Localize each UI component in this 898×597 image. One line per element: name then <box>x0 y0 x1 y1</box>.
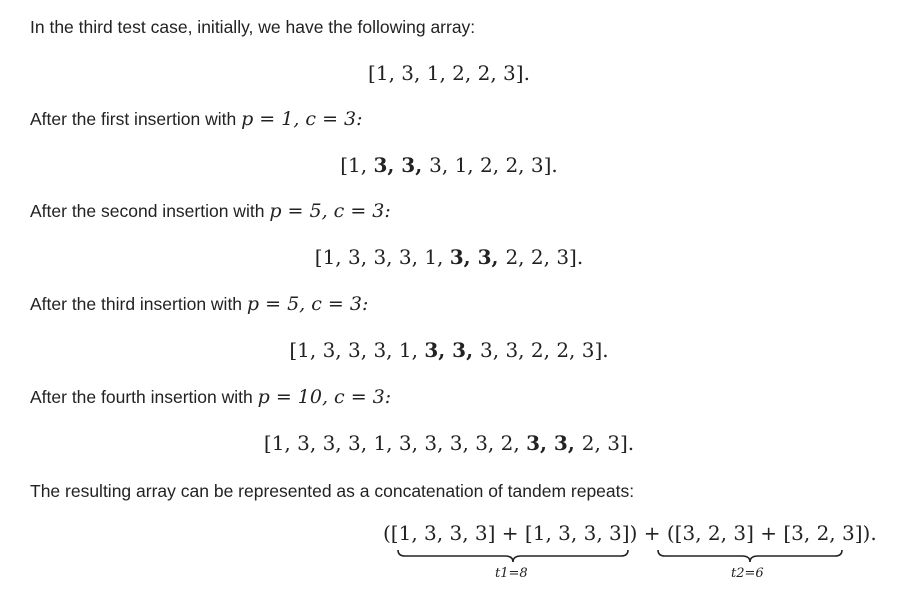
tandem-repeat-concatenation <box>383 520 877 590</box>
step-1-params: p = 1, c = 3: <box>241 108 363 130</box>
step-1-array-pre: [1, <box>340 153 374 177</box>
concat-right-group: ([3, 2, 3] + [3, 2, 3]) <box>666 521 871 545</box>
step-3-array <box>0 337 898 363</box>
step-4-array <box>0 430 898 456</box>
step-1-text <box>30 108 363 130</box>
underbrace-left-icon <box>397 548 629 564</box>
concat-period: . <box>870 521 877 545</box>
step-3-array-post: 3, 3, 2, 2, 3]. <box>480 338 609 362</box>
concat-expression <box>383 520 877 546</box>
step-3-text <box>30 293 368 315</box>
step-3-params: p = 5, c = 3: <box>246 293 369 315</box>
step-2-array-inserted: 3, 3, <box>449 245 506 269</box>
step-2-array-post: 2, 2, 3]. <box>505 245 584 269</box>
step-4-label: After the fourth insertion with <box>30 387 253 407</box>
underbrace-label-right: t2=6 <box>731 566 764 581</box>
step-4-array-pre: [1, 3, 3, 3, 1, 3, 3, 3, 3, 2, <box>263 431 527 455</box>
result-text: The resulting array can be represented as a concatenation of tandem repeats: <box>30 481 635 501</box>
underbrace-label-left: t1=8 <box>495 566 528 581</box>
step-3-array-inserted: 3, 3, <box>424 338 481 362</box>
step-1-array-inserted: 3, 3, <box>373 153 430 177</box>
step-4-array-post: 2, 3]. <box>581 431 635 455</box>
step-3-array-pre: [1, 3, 3, 3, 1, <box>289 338 425 362</box>
step-3-label: After the third insertion with <box>30 294 243 314</box>
step-2-params: p = 5, c = 3: <box>269 200 391 222</box>
concat-plus: + <box>637 521 667 545</box>
step-1-array-post: 3, 1, 2, 2, 3]. <box>429 153 558 177</box>
step-1-array <box>0 152 898 178</box>
step-1-label: After the first insertion with <box>30 109 237 129</box>
concat-left-group: ([1, 3, 3, 3] + [1, 3, 3, 3]) <box>383 521 638 545</box>
step-2-array <box>0 244 898 270</box>
initial-array: [1, 3, 1, 2, 2, 3]. <box>368 61 530 85</box>
step-2-array-pre: [1, 3, 3, 3, 1, <box>314 245 450 269</box>
intro-text: In the third test case, initially, we have the following array: <box>30 17 476 37</box>
underbrace-right-icon <box>657 548 843 564</box>
step-4-array-inserted: 3, 3, <box>526 431 582 455</box>
step-4-text <box>30 386 391 408</box>
step-2-label: After the second insertion with <box>30 201 265 221</box>
step-4-params: p = 10, c = 3: <box>257 386 392 408</box>
step-2-text <box>30 200 391 222</box>
